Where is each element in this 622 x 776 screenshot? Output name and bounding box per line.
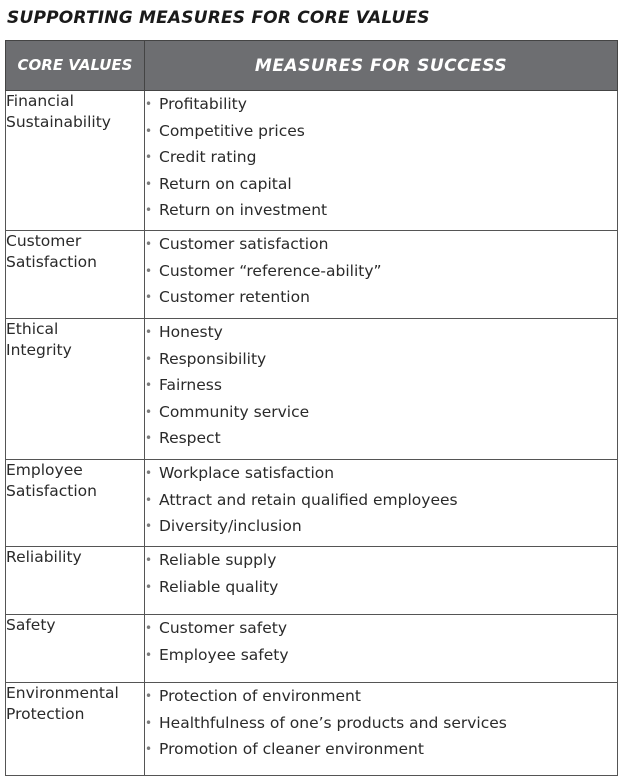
table-row: [6, 91, 618, 231]
bullet-icon: •: [145, 492, 153, 507]
measures-list: [145, 91, 617, 224]
list-item: [145, 615, 617, 642]
bullet-icon: •: [145, 378, 153, 393]
bullet-icon: •: [145, 621, 153, 635]
bullet-icon: •: [145, 97, 153, 111]
measure-text: Return on capital: [159, 174, 292, 193]
list-item: [145, 710, 617, 737]
bullet-icon: •: [145, 553, 153, 567]
list-item: [145, 425, 617, 452]
measure-text: Return on investment: [159, 201, 328, 220]
table-row: [6, 547, 618, 615]
bullet-icon: •: [145, 519, 153, 534]
table-row: [6, 460, 618, 547]
core-value-cell: [6, 547, 145, 615]
list-item: [145, 487, 617, 514]
measures-cell: [145, 547, 618, 615]
measure-text: Employee safety: [159, 645, 289, 664]
core-value-label: Safety: [6, 616, 56, 634]
list-item: [145, 91, 617, 118]
list-item: [145, 372, 617, 399]
list-item: [145, 231, 617, 258]
core-value-label: Customer Satisfaction: [6, 232, 97, 271]
core-value-label: Ethical Integrity: [6, 320, 72, 359]
measures-cell: [145, 460, 618, 547]
bullet-icon: •: [145, 290, 153, 305]
bullet-icon: •: [145, 150, 153, 165]
measure-text: Reliable supply: [159, 551, 277, 569]
measure-text: Community service: [159, 402, 310, 421]
measure-text: Responsibility: [159, 349, 267, 368]
bullet-icon: •: [145, 351, 153, 366]
core-value-cell: [6, 91, 145, 231]
list-item: [145, 642, 617, 669]
table-header-row: [6, 41, 618, 91]
core-value-cell: [6, 615, 145, 683]
bullet-icon: •: [145, 689, 153, 703]
core-value-cell: [6, 683, 145, 776]
measure-text: Profitability: [159, 95, 247, 113]
measure-text: Respect: [159, 429, 221, 448]
core-value-label: Reliability: [6, 548, 82, 566]
core-value-cell: [6, 319, 145, 460]
bullet-icon: •: [145, 715, 153, 730]
table-row: [6, 231, 618, 319]
list-item: [145, 460, 617, 487]
measure-text: Promotion of cleaner environment: [159, 740, 424, 759]
measure-text: Credit rating: [159, 148, 257, 167]
measure-text: Customer “reference-ability”: [159, 261, 382, 280]
bullet-icon: •: [145, 647, 153, 662]
table-row: [6, 615, 618, 683]
measure-text: Healthfulness of one’s products and services: [159, 713, 507, 732]
list-item: [145, 171, 617, 198]
list-item: [145, 346, 617, 373]
measures-cell: [145, 319, 618, 460]
measures-list: [145, 683, 617, 763]
measure-text: Customer safety: [159, 619, 288, 637]
list-item: [145, 319, 617, 346]
core-value-label: Financial Sustainability: [6, 92, 111, 131]
measures-list: [145, 547, 617, 600]
measures-cell: [145, 91, 618, 231]
list-item: [145, 284, 617, 311]
bullet-icon: •: [145, 237, 153, 251]
measure-text: Honesty: [159, 323, 223, 341]
measures-list: [145, 319, 617, 452]
bullet-icon: •: [145, 176, 153, 191]
core-values-table: [5, 40, 618, 776]
list-item: [145, 197, 617, 224]
list-item: [145, 513, 617, 540]
measure-text: Protection of environment: [159, 687, 361, 705]
measure-text: Fairness: [159, 376, 222, 395]
table-row: [6, 319, 618, 460]
measure-text: Competitive prices: [159, 121, 305, 140]
core-value-cell: [6, 231, 145, 319]
measure-text: Customer satisfaction: [159, 235, 329, 253]
list-item: [145, 683, 617, 710]
list-item: [145, 574, 617, 601]
page-title: SUPPORTING MEASURES FOR CORE VALUES: [7, 8, 430, 28]
core-value-label: Environmental Protection: [6, 684, 119, 723]
bullet-icon: •: [145, 466, 153, 480]
list-item: [145, 736, 617, 763]
bullet-icon: •: [145, 742, 153, 757]
bullet-icon: •: [145, 325, 153, 339]
measures-list: [145, 231, 617, 311]
bullet-icon: •: [145, 263, 153, 278]
core-value-cell: [6, 460, 145, 547]
bullet-icon: •: [145, 579, 153, 594]
bullet-icon: •: [145, 203, 153, 218]
bullet-icon: •: [145, 123, 153, 138]
table-row: [6, 683, 618, 776]
measure-text: Diversity/inclusion: [159, 517, 302, 536]
bullet-icon: •: [145, 404, 153, 419]
list-item: [145, 258, 617, 285]
measure-text: Customer retention: [159, 288, 310, 307]
measures-list: [145, 460, 617, 540]
list-item: [145, 144, 617, 171]
bullet-icon: •: [145, 431, 153, 446]
measures-cell: [145, 615, 618, 683]
header-core-values: CORE VALUES: [6, 41, 145, 91]
header-measures-for-success: MEASURES FOR SUCCESS: [145, 41, 618, 91]
core-value-label: Employee Satisfaction: [6, 461, 97, 500]
measure-text: Reliable quality: [159, 577, 279, 596]
list-item: [145, 547, 617, 574]
measures-list: [145, 615, 617, 668]
list-item: [145, 399, 617, 426]
measures-cell: [145, 231, 618, 319]
measures-cell: [145, 683, 618, 776]
list-item: [145, 118, 617, 145]
table-body: [6, 91, 618, 776]
measure-text: Attract and retain qualified employees: [159, 490, 458, 509]
measure-text: Workplace satisfaction: [159, 464, 335, 482]
